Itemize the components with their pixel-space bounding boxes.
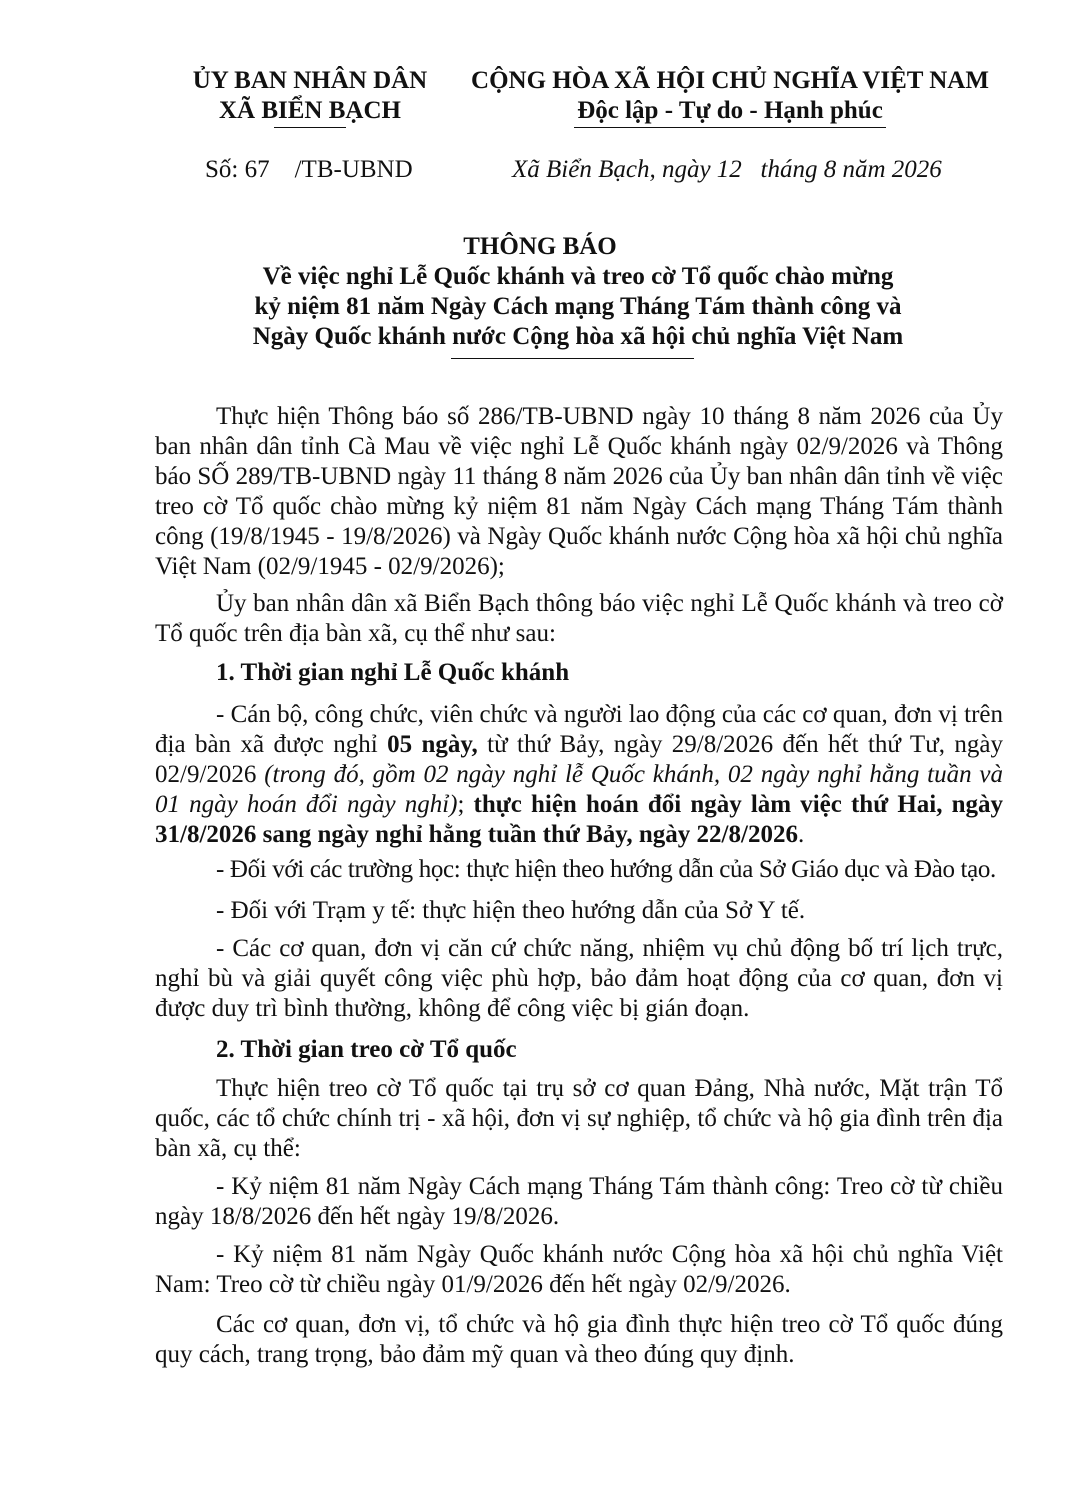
section-2-heading: 2. Thời gian treo cờ Tổ quốc — [216, 1036, 517, 1063]
section-1-paragraph-2: - Đối với các trường học: thực hiện theo hướng dẫn của Sở Giáo dục và Đào tạo. — [216, 856, 996, 883]
title-line-1: Về việc nghỉ Lễ Quốc khánh và treo cờ Tổ quốc chào mừng — [262, 263, 894, 290]
section-2-paragraph-3: - Kỷ niệm 81 năm Ngày Quốc khánh nước Cộng hòa xã hội chủ nghĩa Việt Nam: Treo cờ từ chiều ngày 01/9/2026 đến hết ngày 02/9/2026. — [155, 1241, 1003, 1298]
document-number: Số: 67 /TB-UBND — [205, 156, 413, 183]
nation-motto: Độc lập - Tự do - Hạnh phúc — [577, 97, 883, 124]
nation-name: CỘNG HÒA XÃ HỘI CHỦ NGHĨA VIỆT NAM — [471, 67, 989, 94]
s1-p1-text-a: - Cán bộ, công chức, viên chức và người lao động của các cơ quan, đơn vị trên địa bàn xã được nghỉ — [155, 701, 1003, 758]
title-line-2: kỷ niệm 81 năm Ngày Cách mạng Tháng Tám thành công và — [254, 293, 902, 320]
title-line-3: Ngày Quốc khánh nước Cộng hòa xã hội chủ nghĩa Việt Nam — [252, 323, 904, 350]
agency-name-line1: ỦY BAN NHÂN DÂN — [192, 67, 428, 94]
section-1-heading: 1. Thời gian nghỉ Lễ Quốc khánh — [216, 659, 570, 686]
s1-p1-bold-days: 05 ngày, — [387, 731, 478, 758]
s1-p1-italic-note: (trong đó, gồm 02 ngày nghỉ lễ Quốc khánh, 02 ngày nghỉ hằng tuần và 01 ngày hoán đổi ngày nghỉ) — [155, 761, 1003, 818]
section-2-paragraph-2: - Kỷ niệm 81 năm Ngày Cách mạng Tháng Tám thành công: Treo cờ từ chiều ngày 18/8/2026 đến hết ngày 19/8/2026. — [155, 1173, 1003, 1230]
section-1-paragraph-1 — [155, 700, 1003, 850]
announce-paragraph: Ủy ban nhân dân xã Biển Bạch thông báo việc nghỉ Lễ Quốc khánh và treo cờ Tổ quốc trên địa bàn xã, cụ thể như sau: — [155, 590, 1003, 647]
section-1-paragraph-3: - Đối với Trạm y tế: thực hiện theo hướng dẫn của Sở Y tế. — [216, 897, 806, 924]
s1-p1-text-e: ; — [457, 791, 474, 818]
section-2-paragraph-1: Thực hiện treo cờ Tổ quốc tại trụ sở cơ quan Đảng, Nhà nước, Mặt trận Tổ quốc, các tổ chức chính trị - xã hội, đơn vị sự nghiệp, tổ chức và hộ gia đình trên địa bàn xã, cụ thể: — [155, 1075, 1003, 1162]
agency-underline — [274, 127, 346, 128]
section-2-paragraph-4: Các cơ quan, đơn vị, tổ chức và hộ gia đình thực hiện treo cờ Tổ quốc đúng quy cách, trang trọng, bảo đảm mỹ quan và theo đúng quy định. — [155, 1311, 1003, 1368]
s1-p1-text-c: từ thứ Bảy, ngày 29/8/2026 đến hết thứ Tư, ngày 02/9/2026 — [155, 731, 1003, 788]
intro-paragraph: Thực hiện Thông báo số 286/TB-UBND ngày 10 tháng 8 năm 2026 của Ủy ban nhân dân tỉnh Cà Mau về việc nghỉ Lễ Quốc khánh ngày 02/9/2026 và Thông báo SỐ 289/TB-UBND ngày 11 tháng 8 năm 2026 của Ủy ban nhân dân tỉnh về việc treo cờ Tổ quốc chào mừng kỷ niệm 81 năm Ngày Cách mạng Tháng Tám thành công (19/8/1945 - 19/8/2026) và Ngày Quốc khánh nước Cộng hòa xã hội chủ nghĩa Việt Nam (02/9/1945 - 02/9/2026); — [155, 403, 1003, 580]
place-date: Xã Biển Bạch, ngày 12 tháng 8 năm 2026 — [512, 156, 942, 183]
agency-name-line2: XÃ BIỂN BẠCH — [219, 97, 401, 124]
motto-underline — [574, 127, 886, 128]
section-1-paragraph-4: - Các cơ quan, đơn vị căn cứ chức năng, nhiệm vụ chủ động bố trí lịch trực, nghỉ bù và giải quyết công việc phù hợp, bảo đảm hoạt động của cơ quan, đơn vị được duy trì bình thường, không để công việc bị gián đoạn. — [155, 935, 1003, 1022]
title-underline — [451, 358, 694, 359]
s1-p1-text-g: . — [797, 821, 805, 848]
document-type: THÔNG BÁO — [463, 233, 617, 260]
s1-p1-bold-swap: thực hiện hoán đổi ngày làm việc thứ Hai, ngày 31/8/2026 sang ngày nghỉ hằng tuần thứ Bảy, ngày 22/8/2026 — [155, 791, 1003, 848]
